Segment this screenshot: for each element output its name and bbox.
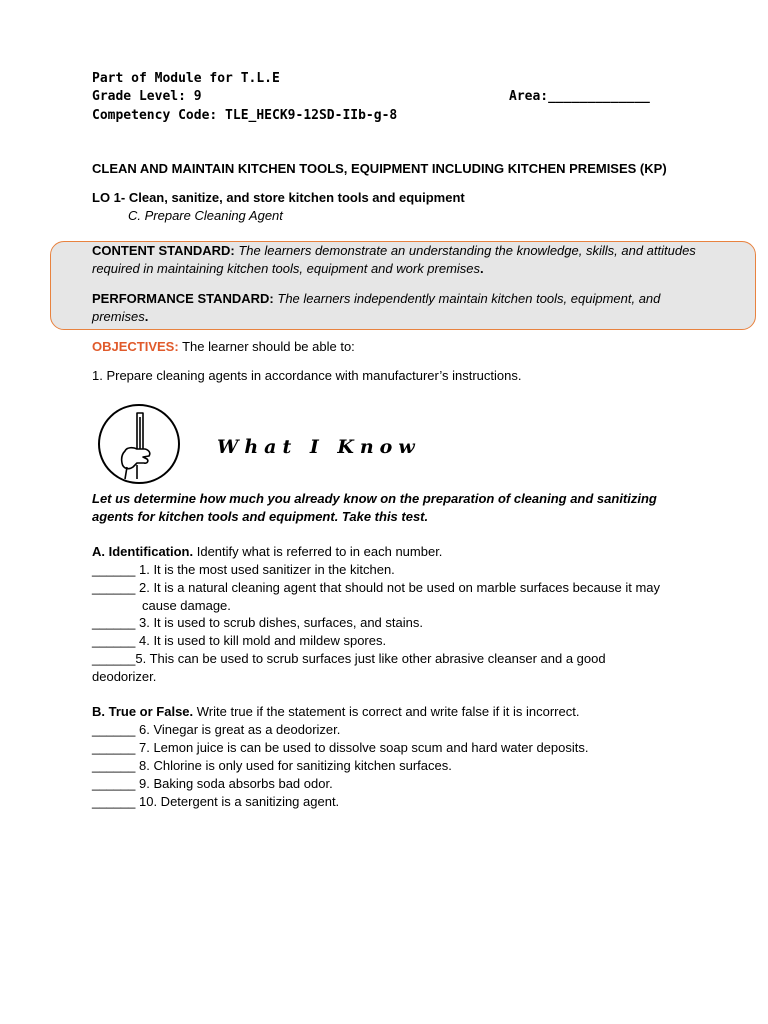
what-i-know-intro: Let us determine how much you already know on the preparation of cleaning and sanitizing agents for kitchen tools and equipment. Take this test.	[92, 491, 657, 524]
performance-standard-label: PERFORMANCE STANDARD:	[92, 291, 274, 306]
question-item: ______ 8. Chlorine is only used for sanitizing kitchen surfaces.	[92, 758, 452, 773]
question-item: ______ 9. Baking soda absorbs bad odor.	[92, 776, 333, 791]
section-a-heading	[92, 544, 442, 559]
content-standard-text: The learners demonstrate an understanding the knowledge, skills, and attitudes required in maintaining kitchen tools, equipment and work premises	[92, 243, 696, 276]
question-item: ______ 2. It is a natural cleaning agent that should not be used on marble surfaces because it may	[92, 580, 661, 595]
question-item: ______5. This can be used to scrub surfaces just like other abrasive cleanser and a good	[92, 651, 606, 666]
question-item: ______ 4. It is used to kill mold and mildew spores.	[92, 633, 387, 648]
what-i-know-heading: What I Know	[217, 436, 421, 458]
content-standard-label: CONTENT STANDARD:	[92, 243, 235, 258]
performance-standard-text: The learners independently maintain kitchen tools, equipment, and premises	[92, 291, 661, 324]
question-item: ______ 1. It is the most used sanitizer in the kitchen.	[92, 562, 395, 577]
section-b-heading	[92, 704, 579, 719]
grade-level: Grade Level: 9	[92, 89, 202, 104]
performance-standard	[92, 290, 712, 326]
page-title: CLEAN AND MAINTAIN KITCHEN TOOLS, EQUIPMENT INCLUDING KITCHEN PREMISES (KP)	[92, 161, 667, 176]
section-a-label: A. Identification.	[92, 544, 194, 559]
question-item: ______ 6. Vinegar is great as a deodorizer.	[92, 722, 341, 737]
objectives	[92, 339, 355, 354]
content-standard-period: .	[480, 261, 484, 276]
question-item: ______ 10. Detergent is a sanitizing agent.	[92, 794, 340, 809]
module-line: Part of Module for T.L.E	[92, 71, 280, 86]
content-standard	[92, 242, 712, 278]
section-b-instruction: Write true if the statement is correct and write false if it is incorrect.	[193, 704, 580, 719]
objectives-text: The learner should be able to:	[178, 339, 355, 354]
section-a-instruction: Identify what is referred to in each number.	[193, 544, 443, 559]
question-item-continuation: deodorizer.	[92, 669, 157, 684]
question-item: ______ 3. It is used to scrub dishes, surfaces, and stains.	[92, 615, 423, 630]
competency-code: Competency Code: TLE_HECK9-12SD-IIb-g-8	[92, 108, 398, 123]
question-item-continuation: cause damage.	[142, 598, 231, 613]
question-item: ______ 7. Lemon juice is can be used to dissolve soap scum and hard water deposits.	[92, 740, 589, 755]
section-b-label: B. True or False.	[92, 704, 194, 719]
performance-standard-period: .	[144, 309, 149, 324]
learning-outcome: LO 1- Clean, sanitize, and store kitchen tools and equipment	[92, 190, 465, 205]
objective-item-1: 1. Prepare cleaning agents in accordance with manufacturer’s instructions.	[92, 368, 522, 383]
objectives-label: OBJECTIVES:	[92, 339, 179, 354]
area-field: Area:_____________	[509, 89, 650, 104]
learning-outcome-sub: C. Prepare Cleaning Agent	[128, 208, 283, 223]
hand-holding-pencil-icon	[97, 403, 181, 485]
